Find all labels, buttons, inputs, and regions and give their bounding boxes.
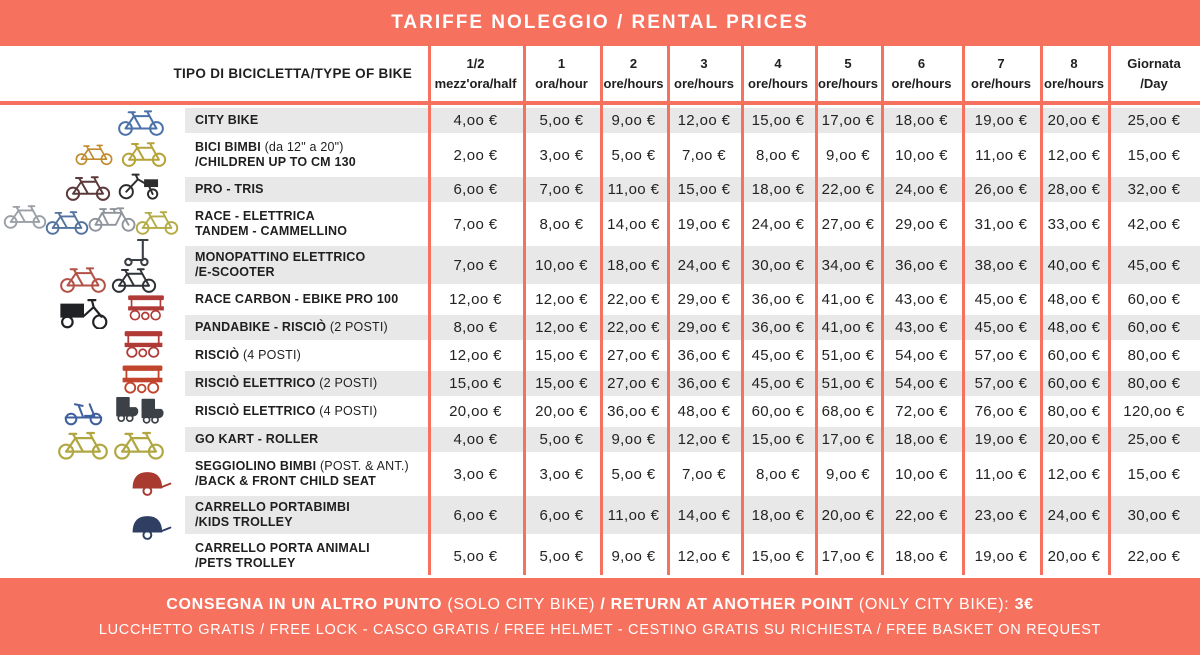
bike-type-cell: CITY BIKE xyxy=(185,108,428,133)
price-cell: 28,oo € xyxy=(1040,177,1108,202)
price-cell: 48,oo € xyxy=(1040,315,1108,340)
price-cell: 10,oo € xyxy=(523,246,600,284)
price-cell: 12,oo € xyxy=(449,347,502,364)
price-cell: 45,oo € xyxy=(1108,246,1200,284)
footer-text-segment: (SOLO CITY BIKE) xyxy=(447,595,601,613)
column-header: 3 ore/hours xyxy=(674,56,734,91)
price-cell: 36,oo € xyxy=(607,403,660,420)
price-cell: 6,oo € xyxy=(523,496,600,534)
price-cell: 3,oo € xyxy=(539,146,584,164)
price-cell: 68,oo € xyxy=(821,403,875,420)
price-cell: 17,oo € xyxy=(821,547,875,565)
price-cell: 19,oo € xyxy=(677,215,731,233)
bike-type-cell: MONOPATTINO ELETTRICO /E-SCOOTER xyxy=(185,246,428,284)
price-cell: 7,oo € xyxy=(428,246,523,284)
column-divider-line xyxy=(1040,46,1043,575)
column-divider-line xyxy=(881,46,884,575)
price-cell: 36,oo € xyxy=(667,371,741,396)
price-cell: 34,oo € xyxy=(815,246,881,284)
price-cell: 7,oo € xyxy=(453,215,498,233)
price-cell: 29,oo € xyxy=(677,291,731,308)
price-cell: 19,oo € xyxy=(974,547,1028,565)
price-cell: 11,oo € xyxy=(600,177,667,202)
price-cell: 22,oo € xyxy=(881,496,962,534)
footer-text-segment: (ONLY CITY BIKE): xyxy=(858,595,1015,613)
bike-type-cell: GO KART - ROLLER xyxy=(185,427,428,452)
price-cell: 12,oo € xyxy=(677,547,731,565)
price-cell: 23,oo € xyxy=(962,496,1040,534)
bike-type-cell: SEGGIOLINO BIMBI (POST. & ANT.) /BACK & FRONT CHILD SEAT xyxy=(195,458,409,488)
column-divider-line xyxy=(962,46,965,575)
price-cell: 18,oo € xyxy=(600,246,667,284)
price-cell: 18,oo € xyxy=(741,496,815,534)
bike-type-cell: RISCIÒ ELETTRICO (4 POSTI) xyxy=(195,403,378,418)
column-divider-line xyxy=(1108,46,1111,575)
price-cell: 12,oo € xyxy=(667,108,741,133)
price-cell: 80,oo € xyxy=(1108,371,1200,396)
price-cell: 45,oo € xyxy=(962,315,1040,340)
column-header: 2 ore/hours xyxy=(603,56,664,91)
price-cell: 12,oo € xyxy=(1047,465,1101,483)
price-cell: 20,oo € xyxy=(1040,108,1108,133)
price-cell: 6,oo € xyxy=(428,496,523,534)
price-cell: 57,oo € xyxy=(974,347,1028,364)
price-cell: 18,oo € xyxy=(881,427,962,452)
price-cell: 4,oo € xyxy=(428,427,523,452)
column-divider-line xyxy=(600,46,603,575)
price-cell: 120,oo € xyxy=(1123,403,1185,420)
price-cell: 9,oo € xyxy=(600,427,667,452)
price-cell: 15,oo € xyxy=(1127,146,1181,164)
price-cell: 15,oo € xyxy=(751,547,805,565)
price-cell: 45,oo € xyxy=(974,291,1028,308)
price-cell: 15,oo € xyxy=(535,347,588,364)
price-cell: 41,oo € xyxy=(821,291,875,308)
bike-type-cell: PANDABIKE - RISCIÒ (2 POSTI) xyxy=(185,315,428,340)
footer-text-segment: / RETURN AT ANOTHER POINT xyxy=(600,595,859,613)
price-cell: 25,oo € xyxy=(1108,427,1200,452)
bike-type-cell: RISCIÒ ELETTRICO (2 POSTI) xyxy=(185,371,428,396)
bike-type-cell: RACE - ELETTRICA TANDEM - CAMMELLINO xyxy=(195,208,348,238)
price-cell: 7,oo € xyxy=(523,177,600,202)
price-cell: 27,oo € xyxy=(607,347,660,364)
price-cell: 45,oo € xyxy=(741,371,815,396)
price-cell: 26,oo € xyxy=(962,177,1040,202)
price-cell: 3,oo € xyxy=(453,465,498,483)
price-cell: 3,oo € xyxy=(539,465,584,483)
price-cell: 9,oo € xyxy=(825,146,871,164)
price-cell: 45,oo € xyxy=(751,347,805,364)
price-cell: 60,oo € xyxy=(1108,315,1200,340)
price-cell: 20,oo € xyxy=(1047,547,1101,565)
price-cell: 42,oo € xyxy=(1127,215,1181,233)
price-cell: 60,oo € xyxy=(751,403,805,420)
price-cell: 15,oo € xyxy=(1127,465,1181,483)
price-cell: 60,oo € xyxy=(1127,291,1181,308)
price-cell: 41,oo € xyxy=(815,315,881,340)
price-cell: 4,oo € xyxy=(428,108,523,133)
price-cell: 8,oo € xyxy=(755,465,801,483)
bike-type-cell: RISCIÒ (4 POSTI) xyxy=(195,347,301,362)
price-cell: 51,oo € xyxy=(815,371,881,396)
price-cell: 36,oo € xyxy=(751,291,805,308)
price-cell: 80,oo € xyxy=(1047,403,1101,420)
price-cell: 19,oo € xyxy=(962,427,1040,452)
price-cell: 14,oo € xyxy=(607,215,660,233)
footer-bar xyxy=(0,578,1200,655)
column-header: 4 ore/hours xyxy=(748,56,808,91)
price-cell: 5,oo € xyxy=(453,547,498,565)
bike-type-cell: BICI BIMBI (da 12" a 20") /CHILDREN UP TO CM 130 xyxy=(195,139,356,169)
column-header: 6 ore/hours xyxy=(891,56,952,91)
price-cell: 54,oo € xyxy=(895,347,948,364)
price-cell: 18,oo € xyxy=(881,108,962,133)
price-cell: 11,oo € xyxy=(600,496,667,534)
price-cell: 5,oo € xyxy=(539,547,584,565)
price-cell: 15,oo € xyxy=(523,371,600,396)
price-cell: 22,oo € xyxy=(607,291,660,308)
price-cell: 20,oo € xyxy=(535,403,588,420)
price-cell: 60,oo € xyxy=(1047,347,1101,364)
price-cell: 10,oo € xyxy=(895,465,948,483)
price-cell: 2,oo € xyxy=(453,146,498,164)
price-cell: 24,oo € xyxy=(751,215,805,233)
price-cell: 32,oo € xyxy=(1108,177,1200,202)
column-header: 5 ore/hours xyxy=(818,56,878,91)
price-cell: 7,oo € xyxy=(681,146,727,164)
price-cell: 54,oo € xyxy=(881,371,962,396)
title-bar xyxy=(0,0,1200,46)
price-cell: 11,oo € xyxy=(975,146,1027,164)
price-cell: 22,oo € xyxy=(1127,547,1181,565)
price-cell: 43,oo € xyxy=(881,315,962,340)
column-divider-line xyxy=(741,46,744,575)
footer-text-segment: 3€ xyxy=(1014,595,1034,613)
price-cell: 8,oo € xyxy=(539,215,584,233)
price-cell: 12,oo € xyxy=(667,427,741,452)
bike-type-cell: CARRELLO PORTABIMBI /KIDS TROLLEY xyxy=(185,496,428,534)
price-cell: 60,oo € xyxy=(1040,371,1108,396)
price-cell: 31,oo € xyxy=(974,215,1028,233)
price-cell: 80,oo € xyxy=(1127,347,1181,364)
price-cell: 9,oo € xyxy=(825,465,871,483)
price-cell: 22,oo € xyxy=(600,315,667,340)
price-cell: 24,oo € xyxy=(667,246,741,284)
price-cell: 20,oo € xyxy=(449,403,502,420)
price-cell: 12,oo € xyxy=(523,315,600,340)
price-cell: 38,oo € xyxy=(962,246,1040,284)
price-cell: 15,oo € xyxy=(741,427,815,452)
price-cell: 18,oo € xyxy=(741,177,815,202)
bike-type-cell: CARRELLO PORTA ANIMALI /PETS TROLLEY xyxy=(195,540,370,570)
price-cell: 15,oo € xyxy=(667,177,741,202)
price-cell: 33,oo € xyxy=(1047,215,1101,233)
price-cell: 29,oo € xyxy=(667,315,741,340)
price-cell: 24,oo € xyxy=(881,177,962,202)
price-cell: 7,oo € xyxy=(681,465,727,483)
price-cell: 5,oo € xyxy=(523,427,600,452)
price-cell: 30,oo € xyxy=(741,246,815,284)
column-header: 1/2 mezz'ora/half xyxy=(434,56,517,91)
price-cell: 48,oo € xyxy=(1047,291,1101,308)
price-cell: 25,oo € xyxy=(1108,108,1200,133)
price-cell: 20,oo € xyxy=(815,496,881,534)
price-cell: 15,oo € xyxy=(428,371,523,396)
price-cell: 6,oo € xyxy=(428,177,523,202)
price-cell: 8,oo € xyxy=(755,146,801,164)
price-cell: 17,oo € xyxy=(815,108,881,133)
price-cell: 76,oo € xyxy=(974,403,1028,420)
price-cell: 27,oo € xyxy=(821,215,875,233)
price-cell: 14,oo € xyxy=(667,496,741,534)
bike-type-column-header: TIPO DI BICICLETTA/TYPE OF BIKE xyxy=(173,66,412,81)
bike-type-cell: PRO - TRIS xyxy=(185,177,428,202)
price-cell: 24,oo € xyxy=(1040,496,1108,534)
price-cell: 17,oo € xyxy=(815,427,881,452)
column-divider-line xyxy=(667,46,670,575)
price-cell: 12,oo € xyxy=(535,291,588,308)
price-cell: 9,oo € xyxy=(600,108,667,133)
column-header: Giornata /Day xyxy=(1127,56,1181,91)
price-cell: 30,oo € xyxy=(1108,496,1200,534)
price-cell: 19,oo € xyxy=(962,108,1040,133)
price-cell: 9,oo € xyxy=(611,547,656,565)
price-cell: 27,oo € xyxy=(600,371,667,396)
price-cell: 5,oo € xyxy=(523,108,600,133)
price-cell: 22,oo € xyxy=(815,177,881,202)
price-cell: 36,oo € xyxy=(677,347,731,364)
price-cell: 51,oo € xyxy=(821,347,875,364)
column-divider-line xyxy=(428,46,431,575)
price-cell: 5,oo € xyxy=(611,146,656,164)
price-cell: 15,oo € xyxy=(741,108,815,133)
column-header: 8 ore/hours xyxy=(1044,56,1104,91)
price-cell: 8,oo € xyxy=(428,315,523,340)
price-cell: 29,oo € xyxy=(895,215,948,233)
price-cell: 36,oo € xyxy=(741,315,815,340)
page-title: TARIFFE NOLEGGIO / RENTAL PRICES xyxy=(391,12,809,33)
footer-free-items-note: LUCCHETTO GRATIS / FREE LOCK - CASCO GRATIS / FREE HELMET - CESTINO GRATIS SU RICHIESTA / FREE BASKET ON REQUEST xyxy=(98,621,1102,638)
column-divider-line xyxy=(815,46,818,575)
price-cell: 5,oo € xyxy=(611,465,656,483)
price-cell: 48,oo € xyxy=(677,403,731,420)
footer-text-segment: CONSEGNA IN UN ALTRO PUNTO xyxy=(166,595,448,613)
price-cell: 20,oo € xyxy=(1040,427,1108,452)
price-cell: 57,oo € xyxy=(962,371,1040,396)
price-cell: 40,oo € xyxy=(1040,246,1108,284)
bike-type-cell: RACE CARBON - EBIKE PRO 100 xyxy=(195,291,399,306)
column-header: 1 ora/hour xyxy=(535,56,588,91)
price-cell: 36,oo € xyxy=(881,246,962,284)
price-cell: 11,oo € xyxy=(975,465,1027,483)
column-divider-line xyxy=(523,46,526,575)
price-cell: 12,oo € xyxy=(1047,146,1101,164)
price-cell: 12,oo € xyxy=(449,291,502,308)
column-header: 7 ore/hours xyxy=(971,56,1031,91)
price-cell: 43,oo € xyxy=(895,291,948,308)
price-cell: 10,oo € xyxy=(895,146,948,164)
price-cell: 72,oo € xyxy=(895,403,948,420)
footer-return-note xyxy=(166,596,1034,614)
price-cell: 18,oo € xyxy=(895,547,948,565)
